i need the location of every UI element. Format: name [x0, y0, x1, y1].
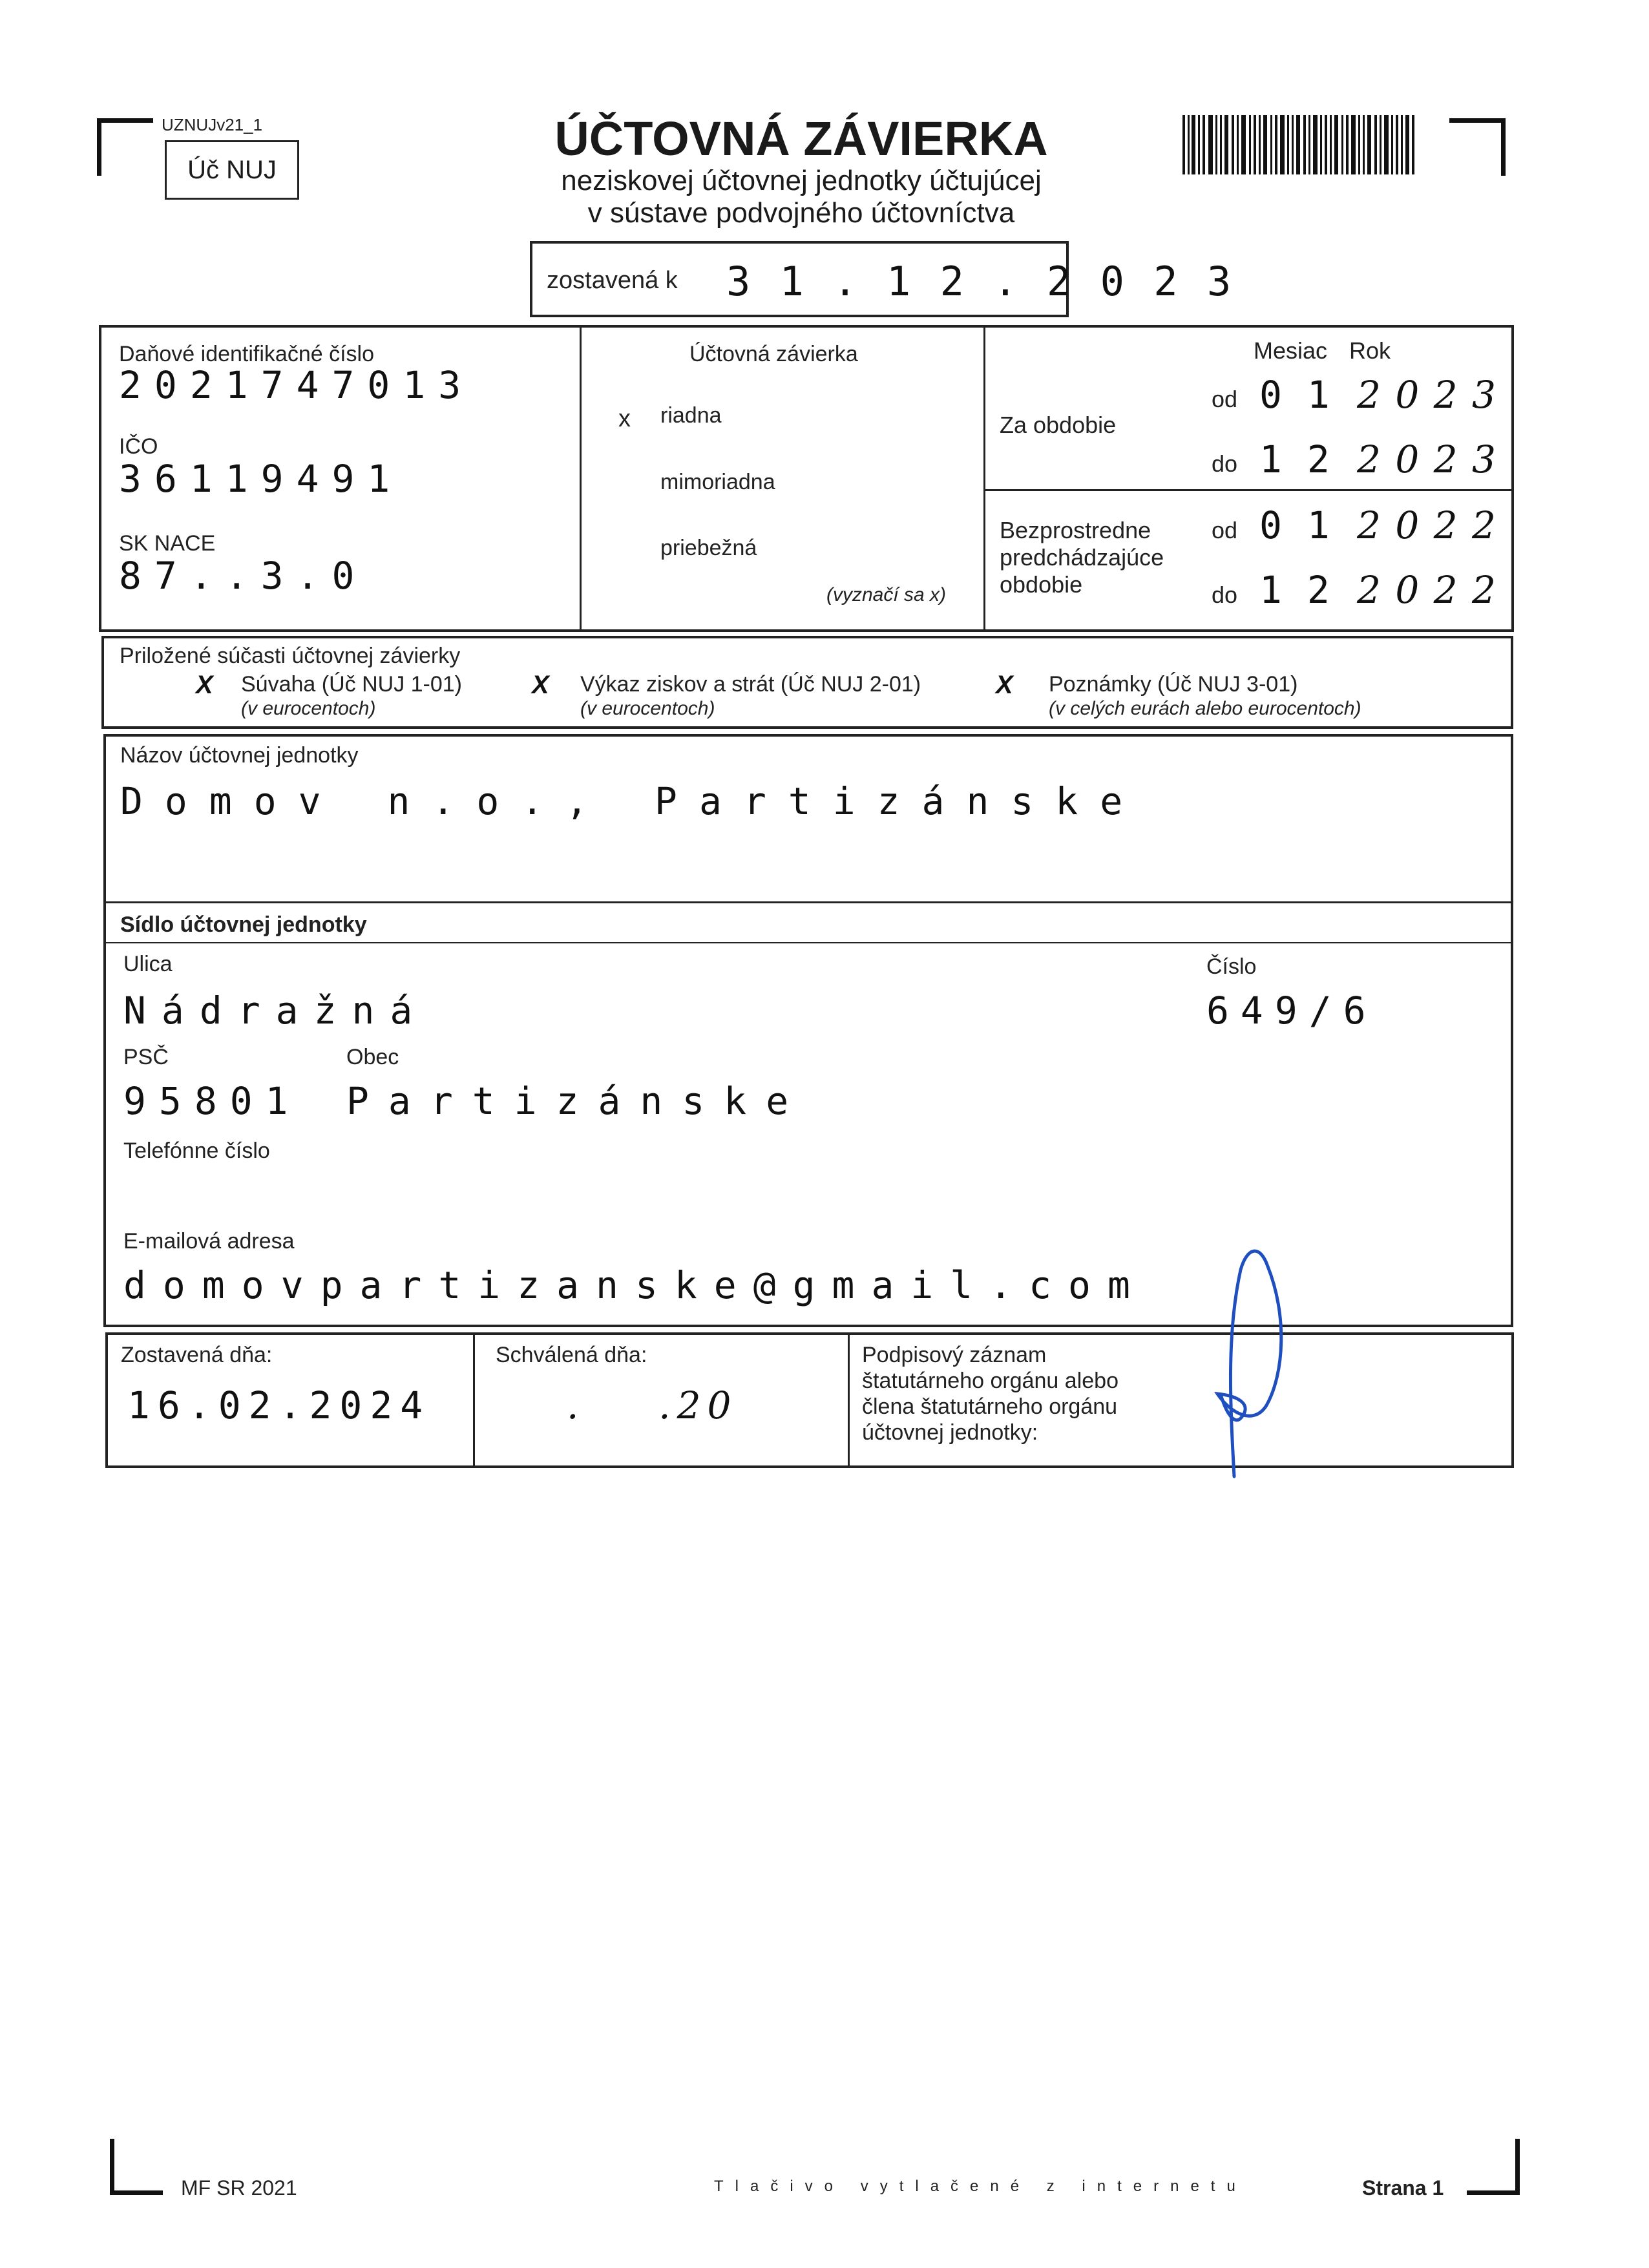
statement-type-label: Účtovná závierka: [689, 342, 858, 366]
ico-label: IČO: [119, 434, 158, 459]
city-value: Partizánske: [346, 1079, 808, 1123]
prev-period-label-1: Bezprostredne: [1000, 517, 1151, 543]
document-subtitle-2: v sústave podvojného účtovníctva: [587, 197, 1015, 229]
option-riadna: riadna: [660, 403, 722, 428]
prev-to-month: 1 2: [1259, 568, 1331, 612]
current-to-month: 1 2: [1259, 437, 1331, 481]
current-from-month: 0 1: [1259, 373, 1331, 417]
compiled-to-label: zostavená k: [547, 267, 678, 294]
option-mimoriadna: mimoriadna: [660, 470, 775, 494]
email-label: E-mailová adresa: [123, 1229, 295, 1254]
attachment-2-name: Výkaz ziskov a strát (Úč NUJ 2-01): [580, 672, 921, 697]
nace-value: 87..3.0: [119, 554, 368, 598]
current-to-year: 2 0 2 3: [1357, 437, 1497, 481]
barcode: [1182, 115, 1415, 174]
street-value: Nádražná: [123, 989, 428, 1033]
compiled-to-value: 3 1 . 1 2 . 2 0 2 3: [726, 258, 1234, 305]
attachment-3-mark: X: [996, 671, 1013, 699]
dic-label: Daňové identifikačné číslo: [119, 342, 375, 366]
document-subtitle-1: neziskovej účtovnej jednotky účtujúcej: [561, 165, 1042, 196]
entity-name-value: Domov n.o., Partizánske: [120, 779, 1145, 823]
number-value: 649/6: [1206, 989, 1378, 1033]
prev-from-month: 0 1: [1259, 503, 1331, 547]
nace-label: SK NACE: [119, 531, 216, 556]
email-value: domovpartizanske@gmail.com: [123, 1263, 1147, 1307]
identification-section: [99, 325, 1514, 632]
corner-mark-bottom-left: [110, 2139, 163, 2195]
option-priebezna: priebežná: [660, 536, 757, 560]
signature-label-4: účtovnej jednotky:: [862, 1420, 1038, 1445]
entity-section: [103, 734, 1513, 1327]
entity-name-label: Názov účtovnej jednotky: [120, 743, 359, 768]
form-type: Úč NUJ: [187, 156, 277, 184]
footer-issuer: MF SR 2021: [181, 2176, 297, 2200]
seat-label: Sídlo účtovnej jednotky: [120, 912, 367, 937]
number-label: Číslo: [1206, 954, 1257, 979]
attachment-1-unit: (v eurocentoch): [241, 698, 376, 719]
current-period-label: Za obdobie: [1000, 412, 1117, 438]
attachment-2-unit: (v eurocentoch): [580, 698, 715, 719]
dic-value: 2021747013: [119, 363, 474, 407]
prev-from-year: 2 0 2 2: [1357, 503, 1497, 547]
ico-value: 36119491: [119, 457, 403, 501]
current-from-year: 2 0 2 3: [1357, 373, 1497, 417]
prev-from-label: od: [1212, 517, 1238, 543]
compiled-date-label: Zostavená dňa:: [121, 1343, 273, 1367]
footer-page: Strana 1: [1362, 2176, 1444, 2200]
attachment-3-name: Poznámky (Úč NUJ 3-01): [1049, 672, 1298, 697]
month-label: Mesiac: [1254, 337, 1328, 364]
prev-period-label-2: predchádzajúce: [1000, 544, 1164, 571]
signature-label-1: Podpisový záznam: [862, 1343, 1047, 1367]
footer-printed-note: Tlačivo vytlačené z internetu: [714, 2178, 1247, 2195]
statement-type-mark: x: [618, 405, 631, 432]
corner-mark-top-right: [1449, 118, 1506, 176]
phone-label: Telefónne číslo: [123, 1139, 270, 1163]
signature-label-2: štatutárneho orgánu alebo: [862, 1369, 1119, 1393]
compiled-date-value: 16.02.2024: [127, 1383, 431, 1427]
prev-to-label: do: [1212, 582, 1238, 608]
approved-date-label: Schválená dňa:: [496, 1343, 647, 1367]
year-label: Rok: [1349, 337, 1391, 364]
attachments-section: [101, 636, 1513, 729]
form-code: UZNUJv21_1: [162, 115, 263, 134]
signature-label-3: člena štatutárneho orgánu: [862, 1394, 1118, 1419]
attachment-3-unit: (v celých eurách alebo eurocentoch): [1049, 698, 1361, 719]
attachments-label: Priložené súčasti účtovnej závierky: [120, 644, 461, 668]
document-title: ÚČTOVNÁ ZÁVIERKA: [554, 112, 1048, 165]
prev-period-label-3: obdobie: [1000, 571, 1083, 598]
psc-label: PSČ: [123, 1045, 169, 1069]
attachment-1-name: Súvaha (Úč NUJ 1-01): [241, 672, 463, 697]
corner-mark-top-left: [97, 118, 153, 176]
corner-mark-bottom-right: [1467, 2139, 1520, 2195]
psc-value: 95801: [123, 1079, 301, 1123]
attachment-2-mark: X: [532, 671, 549, 699]
attachment-1-mark: X: [196, 671, 213, 699]
approved-date-value: . .20: [567, 1383, 738, 1427]
current-to-label: do: [1212, 450, 1238, 477]
compiled-to-box: [530, 241, 1234, 317]
prev-to-year: 2 0 2 2: [1357, 568, 1497, 612]
form-type-box: [165, 140, 299, 200]
city-label: Obec: [346, 1045, 399, 1069]
statement-type-note: (vyznačí sa x): [826, 584, 947, 605]
street-label: Ulica: [123, 952, 173, 976]
handwritten-signature: [1202, 1244, 1305, 1483]
current-from-label: od: [1212, 386, 1238, 412]
